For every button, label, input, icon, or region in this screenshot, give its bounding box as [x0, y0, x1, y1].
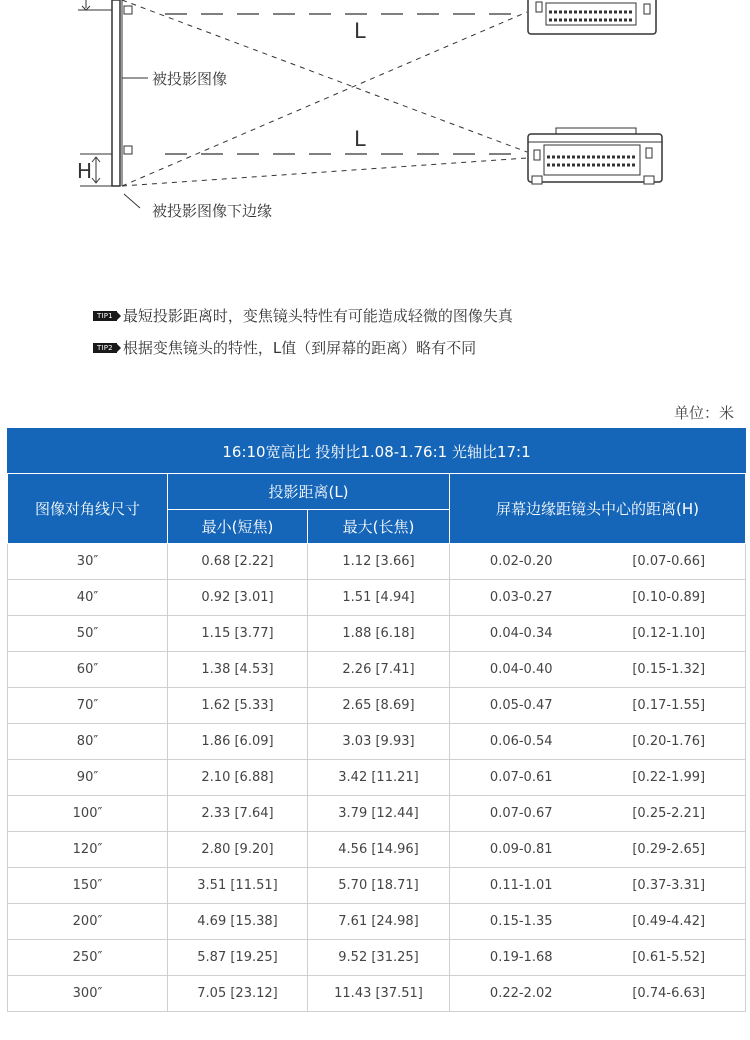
cell-edge-distance — [450, 868, 746, 904]
cell-edge-distance — [450, 616, 746, 652]
cell-image-size: 150″ — [8, 868, 168, 904]
cell-throw-min: 2.10 [6.88] — [168, 760, 308, 796]
header-min-wide: 最小(短焦) — [168, 510, 308, 544]
edge-distance-feet: [0.22-1.99] — [632, 770, 706, 785]
cell-image-size: 40″ — [8, 580, 168, 616]
header-throw-distance: 投影距离(L) — [168, 474, 450, 510]
edge-distance-meters: 0.07-0.61 — [489, 770, 553, 785]
cell-edge-distance — [450, 580, 746, 616]
cell-edge-distance — [450, 652, 746, 688]
throw-distance-table — [7, 428, 746, 1012]
cell-throw-max: 3.79 [12.44] — [308, 796, 450, 832]
header-image-size: 图像对角线尺寸 — [8, 474, 168, 544]
cell-throw-max: 2.65 [8.69] — [308, 688, 450, 724]
edge-distance-meters: 0.03-0.27 — [489, 590, 553, 605]
cell-throw-min: 5.87 [19.25] — [168, 940, 308, 976]
cell-edge-distance — [450, 976, 746, 1012]
edge-distance-feet: [0.17-1.55] — [632, 698, 706, 713]
header-max-tele: 最大(长焦) — [308, 510, 450, 544]
cell-image-size: 250″ — [8, 940, 168, 976]
edge-distance-feet: [0.29-2.65] — [632, 842, 706, 857]
edge-distance-meters: 0.05-0.47 — [489, 698, 553, 713]
cell-edge-distance — [450, 760, 746, 796]
cell-throw-min: 1.62 [5.33] — [168, 688, 308, 724]
ray-bottom-to-upper — [122, 12, 527, 186]
cell-edge-distance — [450, 796, 746, 832]
edge-distance-meters: 0.11-1.01 — [489, 878, 553, 893]
cell-throw-max: 1.51 [4.94] — [308, 580, 450, 616]
table-row — [8, 868, 746, 904]
cell-throw-min: 1.86 [6.09] — [168, 724, 308, 760]
cell-image-size: 60″ — [8, 652, 168, 688]
cell-throw-max: 7.61 [24.98] — [308, 904, 450, 940]
edge-distance-feet: [0.07-0.66] — [632, 554, 706, 569]
cell-edge-distance — [450, 544, 746, 580]
table-row — [8, 580, 746, 616]
cell-image-size: 80″ — [8, 724, 168, 760]
cell-throw-max: 4.56 [14.96] — [308, 832, 450, 868]
edge-distance-feet: [0.37-3.31] — [632, 878, 706, 893]
edge-distance-feet: [0.15-1.32] — [632, 662, 706, 677]
cell-edge-distance — [450, 904, 746, 940]
cell-image-size: 70″ — [8, 688, 168, 724]
table-row — [8, 688, 746, 724]
cell-image-size: 120″ — [8, 832, 168, 868]
h-label: H — [77, 159, 93, 183]
edge-distance-meters: 0.04-0.40 — [489, 662, 553, 677]
table-row — [8, 796, 746, 832]
tip-2 — [93, 337, 476, 358]
projected-image-label: 被投影图像 — [152, 70, 228, 88]
cell-edge-distance — [450, 724, 746, 760]
edge-distance-feet: [0.12-1.10] — [632, 626, 706, 641]
table-row — [8, 940, 746, 976]
table-row — [8, 616, 746, 652]
cell-edge-distance — [450, 688, 746, 724]
table-row — [8, 760, 746, 796]
edge-distance-feet: [0.74-6.63] — [632, 986, 706, 1001]
cell-throw-max: 11.43 [37.51] — [308, 976, 450, 1012]
image-bottom-edge-label: 被投影图像下边缘 — [152, 202, 273, 220]
cell-throw-min: 4.69 [15.38] — [168, 904, 308, 940]
projection-diagram — [0, 0, 750, 240]
cell-throw-max: 3.42 [11.21] — [308, 760, 450, 796]
cell-image-size: 30″ — [8, 544, 168, 580]
tip-1 — [93, 305, 513, 326]
tip-2-text: 根据变焦镜头的特性，L值（到屏幕的距离）略有不同 — [122, 339, 477, 357]
edge-distance-meters: 0.19-1.68 — [489, 950, 553, 965]
edge-distance-meters: 0.06-0.54 — [489, 734, 553, 749]
edge-distance-feet: [0.10-0.89] — [632, 590, 706, 605]
table-row — [8, 544, 746, 580]
cell-throw-min: 0.92 [3.01] — [168, 580, 308, 616]
l-label-top: L — [354, 19, 366, 43]
cell-image-size: 200″ — [8, 904, 168, 940]
cell-throw-min: 0.68 [2.22] — [168, 544, 308, 580]
edge-distance-feet: [0.61-5.52] — [632, 950, 706, 965]
right-angle-top — [124, 6, 132, 14]
cell-throw-max: 1.12 [3.66] — [308, 544, 450, 580]
cell-throw-min: 7.05 [23.12] — [168, 976, 308, 1012]
projector-ceiling — [528, 0, 656, 34]
right-angle-bottom — [124, 146, 132, 154]
cell-edge-distance — [450, 832, 746, 868]
l-label-bottom: L — [354, 127, 366, 151]
tip-2-badge: TIP2 — [93, 343, 117, 353]
edge-distance-feet: [0.25-2.21] — [632, 806, 706, 821]
header-edge-distance: 屏幕边缘距镜头中心的距离(H) — [450, 474, 746, 544]
leader-bottom-edge — [124, 194, 140, 208]
cell-image-size: 90″ — [8, 760, 168, 796]
edge-distance-feet: [0.20-1.76] — [632, 734, 706, 749]
table-title: 16:10宽高比 投射比1.08-1.76:1 光轴比17:1 — [8, 429, 746, 474]
cell-edge-distance — [450, 940, 746, 976]
cell-throw-max: 1.88 [6.18] — [308, 616, 450, 652]
cell-throw-min: 3.51 [11.51] — [168, 868, 308, 904]
table-row — [8, 652, 746, 688]
cell-throw-max: 2.26 [7.41] — [308, 652, 450, 688]
cell-image-size: 300″ — [8, 976, 168, 1012]
edge-distance-meters: 0.02-0.20 — [489, 554, 553, 569]
cell-throw-min: 2.80 [9.20] — [168, 832, 308, 868]
cell-throw-max: 9.52 [31.25] — [308, 940, 450, 976]
table-row — [8, 832, 746, 868]
edge-distance-meters: 0.07-0.67 — [489, 806, 553, 821]
ray-bottom-to-lower — [122, 158, 527, 186]
table-row — [8, 904, 746, 940]
cell-image-size: 50″ — [8, 616, 168, 652]
table-row — [8, 724, 746, 760]
cell-image-size: 100″ — [8, 796, 168, 832]
projection-screen — [112, 0, 120, 186]
projector-table — [528, 128, 662, 184]
cell-throw-min: 1.15 [3.77] — [168, 616, 308, 652]
edge-distance-meters: 0.04-0.34 — [489, 626, 553, 641]
cell-throw-min: 1.38 [4.53] — [168, 652, 308, 688]
tip-1-text: 最短投影距离时，变焦镜头特性有可能造成轻微的图像失真 — [122, 307, 513, 325]
cell-throw-max: 5.70 [18.71] — [308, 868, 450, 904]
table-row — [8, 976, 746, 1012]
unit-label: 单位：米 — [673, 404, 734, 422]
tip-1-badge: TIP1 — [93, 311, 117, 321]
edge-distance-meters: 0.15-1.35 — [489, 914, 553, 929]
cell-throw-max: 3.03 [9.93] — [308, 724, 450, 760]
edge-distance-feet: [0.49-4.42] — [632, 914, 706, 929]
edge-distance-meters: 0.09-0.81 — [489, 842, 553, 857]
cell-throw-min: 2.33 [7.64] — [168, 796, 308, 832]
edge-distance-meters: 0.22-2.02 — [489, 986, 553, 1001]
